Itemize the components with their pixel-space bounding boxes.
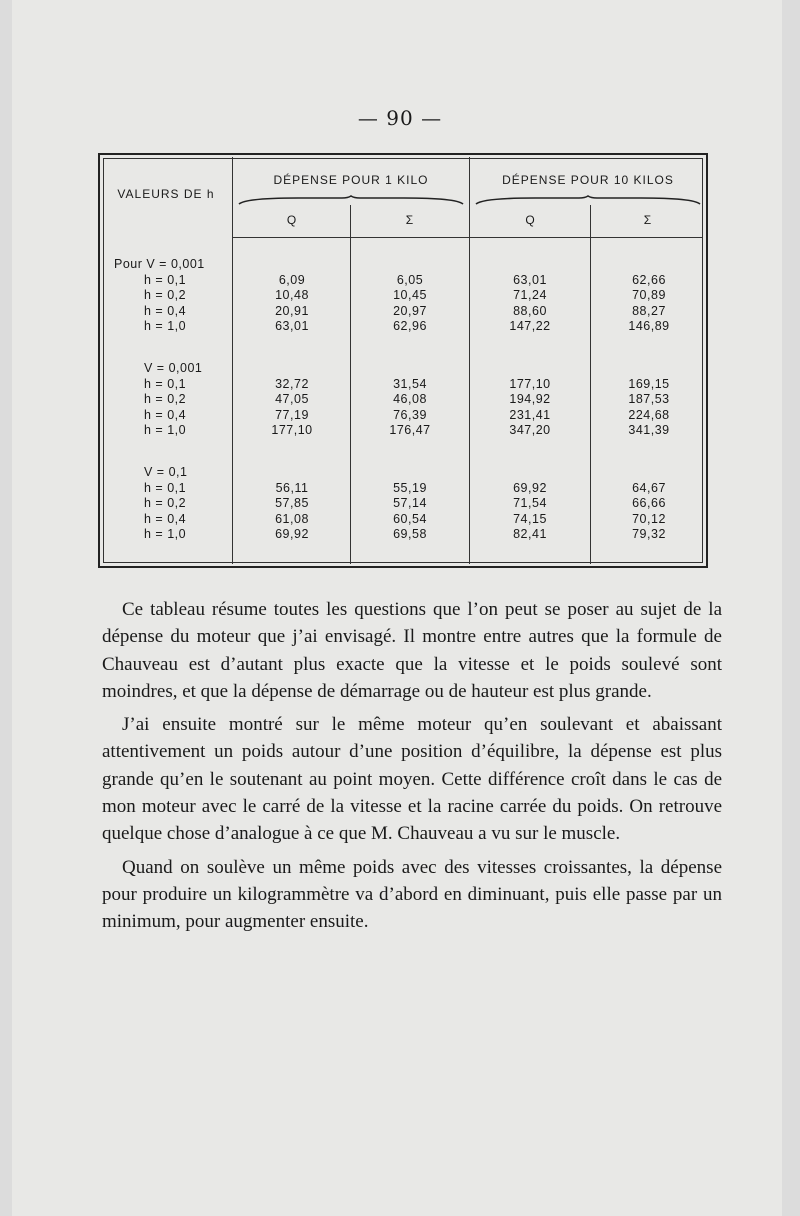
row-h-label: h = 0,1 [144, 272, 187, 287]
table-cell: 62,96 [393, 319, 427, 334]
table-cell: 79,32 [632, 527, 666, 542]
column-sigma-1kilo [355, 257, 465, 543]
column-q-10kilos [475, 257, 585, 543]
table-cell: 60,54 [393, 511, 427, 526]
subheader-sigma-10kilos: Σ [643, 213, 653, 227]
table-rule-col3 [469, 157, 470, 564]
row-h-label: h = 1,0 [144, 423, 187, 438]
row-h-label: h = 0,4 [144, 511, 187, 526]
table-cell: 169,15 [628, 376, 670, 391]
table-cell: 82,41 [513, 527, 547, 542]
table-cell: 224,68 [628, 407, 670, 422]
table-cell: 32,72 [275, 376, 309, 391]
paragraph: J’ai ensuite montré sur le même moteur qu’en soulevant et abaissant attentivement un poids autour d’une position d’équilibre, la dépense est plus grande qu’en le soutenant au point moyen. Cette différence croît dans le cas de mon moteur avec le carré de la vitesse et la racine carrée du poids. On retrouve quelque chose d’analogue à ce que M. Chauveau a vu sur le muscle. [102, 714, 722, 845]
table-cell: 20,91 [275, 303, 309, 318]
row-h-label: h = 0,2 [144, 288, 187, 303]
table-cell: 69,58 [393, 527, 427, 542]
table-cell: 347,20 [509, 423, 551, 438]
table-cell: 69,92 [275, 527, 309, 542]
table-cell: 10,48 [275, 288, 309, 303]
table-cell: 70,12 [632, 511, 666, 526]
table-cell: 20,97 [393, 303, 427, 318]
table-cell: 231,41 [509, 407, 551, 422]
paragraph: Quand on soulève un même poids avec des vitesses croissantes, la dépense pour produire un kilogrammètre va d’abord en diminuant, puis elle passe par un minimum, pour augmenter ensuite. [102, 856, 722, 933]
subheader-q-10kilos: Q [525, 213, 536, 227]
row-h-label: h = 0,4 [144, 407, 187, 422]
header-depense-10-kilos: DÉPENSE POUR 10 KILOS [502, 173, 674, 187]
group-label: V = 0,001 [144, 360, 203, 375]
table-cell: 76,39 [393, 407, 427, 422]
page-number: — 90 — [357, 106, 443, 130]
row-h-label: h = 0,2 [144, 392, 187, 407]
row-h-label: h = 0,1 [144, 376, 187, 391]
table-cell: 71,54 [513, 496, 547, 511]
table-rule-col1 [232, 157, 233, 564]
subheader-q-1kilo: Q [286, 213, 298, 227]
header-brace-1 [238, 195, 464, 205]
group-label: Pour V = 0,001 [114, 257, 205, 271]
table-rule-col4 [590, 205, 591, 564]
row-h-label: h = 0,2 [144, 496, 187, 511]
table-cell: 56,11 [275, 480, 309, 495]
table-cell: 63,01 [513, 272, 547, 287]
table-cell: 64,67 [632, 480, 666, 495]
column-q-1kilo [237, 257, 347, 543]
table-cell: 176,47 [389, 423, 431, 438]
table-cell: 341,39 [628, 423, 670, 438]
table-rule-header [233, 237, 703, 238]
row-h-label: h = 0,4 [144, 303, 187, 318]
table-cell: 146,89 [628, 319, 670, 334]
table-cell: 70,89 [632, 288, 666, 303]
table-cell: 177,10 [271, 423, 313, 438]
header-brace-10 [475, 195, 701, 205]
table-cell: 69,92 [513, 480, 547, 495]
table-cell: 71,24 [513, 288, 547, 303]
table-cell: 194,92 [509, 392, 551, 407]
paragraph: Ce tableau résume toutes les questions que l’on peut se poser au sujet de la dépense du moteur que j’ai envisagé. Il montre entre autres que la formule de Chauveau est d’autant plus exacte que la vitesse et le poids soulevé sont moindres, et que la dépense de démarrage ou de hauteur est plus grande. [102, 599, 722, 702]
table-rule-col2 [350, 205, 351, 564]
subheader-sigma-1kilo: Σ [405, 213, 415, 227]
body-text [102, 596, 722, 942]
table-cell: 77,19 [275, 407, 309, 422]
table-cell: 187,53 [628, 392, 670, 407]
header-depense-1-kilo: DÉPENSE POUR 1 KILO [273, 173, 429, 187]
table-cell: 88,27 [632, 303, 666, 318]
table-cell: 63,01 [275, 319, 309, 334]
row-h-label: h = 0,1 [144, 480, 187, 495]
table-cell: 74,15 [513, 511, 547, 526]
header-valeurs-de-h: VALEURS DE h [117, 187, 215, 201]
table-cell: 6,05 [396, 272, 424, 287]
table-cell: 10,45 [393, 288, 427, 303]
table-cell: 55,19 [393, 480, 427, 495]
table-cell: 66,66 [632, 496, 666, 511]
column-sigma-10kilos [594, 257, 704, 543]
table-cell: 57,85 [275, 496, 309, 511]
table-cell: 61,08 [275, 511, 309, 526]
table-cell: 47,05 [275, 392, 309, 407]
table-cell: 31,54 [393, 376, 427, 391]
table-cell: 6,09 [278, 272, 306, 287]
table-cell: 62,66 [632, 272, 666, 287]
group-label: V = 0,1 [144, 464, 188, 479]
table-cell: 46,08 [393, 392, 427, 407]
row-h-label: h = 1,0 [144, 319, 187, 334]
table-cell: 88,60 [513, 303, 547, 318]
table-cell: 147,22 [509, 319, 551, 334]
table-cell: 177,10 [509, 376, 551, 391]
row-h-label: h = 1,0 [144, 527, 187, 542]
table-cell: 57,14 [393, 496, 427, 511]
row-labels [114, 257, 229, 543]
